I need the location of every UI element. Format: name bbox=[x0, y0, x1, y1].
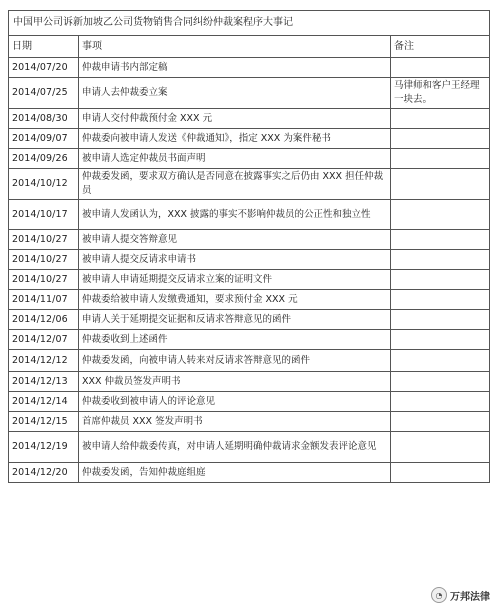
table-row bbox=[9, 290, 490, 310]
header-date: 日期 bbox=[9, 36, 79, 58]
row-note bbox=[391, 330, 490, 350]
row-date: 2014/09/07 bbox=[9, 129, 79, 149]
table-row bbox=[9, 129, 490, 149]
row-date: 2014/10/17 bbox=[9, 200, 79, 230]
row-date: 2014/12/12 bbox=[9, 350, 79, 372]
row-note bbox=[391, 290, 490, 310]
table-row bbox=[9, 392, 490, 412]
row-date: 2014/12/13 bbox=[9, 372, 79, 392]
row-item: 申请人关于延期提交证据和反请求答辩意见的函件 bbox=[79, 310, 391, 330]
table-row bbox=[9, 230, 490, 250]
table-row bbox=[9, 149, 490, 169]
row-item: 仲裁委向被申请人发送《仲裁通知》，指定 XXX 为案件秘书 bbox=[79, 129, 391, 149]
row-item: 被申请人给仲裁委传真，对申请人延期明确仲裁请求金额发表评论意见 bbox=[79, 432, 391, 463]
events-table bbox=[8, 10, 490, 483]
row-note bbox=[391, 129, 490, 149]
row-item: 仲裁委发函，向被申请人转来对反请求答辩意见的函件 bbox=[79, 350, 391, 372]
table-row bbox=[9, 200, 490, 230]
row-date: 2014/11/07 bbox=[9, 290, 79, 310]
row-item: 被申请人选定仲裁员书面声明 bbox=[79, 149, 391, 169]
row-date: 2014/12/14 bbox=[9, 392, 79, 412]
row-date: 2014/10/12 bbox=[9, 169, 79, 200]
row-item: 首席仲裁员 XXX 签发声明书 bbox=[79, 412, 391, 432]
row-date: 2014/12/15 bbox=[9, 412, 79, 432]
table-row bbox=[9, 372, 490, 392]
table-row bbox=[9, 270, 490, 290]
row-item: 被申请人提交反请求申请书 bbox=[79, 250, 391, 270]
row-note bbox=[391, 463, 490, 483]
row-date: 2014/07/25 bbox=[9, 78, 79, 109]
row-item: 申请人交付仲裁预付金 XXX 元 bbox=[79, 109, 391, 129]
row-item: 仲裁委发函，要求双方确认是否同意在披露事实之后仍由 XXX 担任仲裁员 bbox=[79, 169, 391, 200]
row-item: 被申请人申请延期提交反请求立案的证明文件 bbox=[79, 270, 391, 290]
row-date: 2014/12/07 bbox=[9, 330, 79, 350]
table-row bbox=[9, 330, 490, 350]
table-row bbox=[9, 109, 490, 129]
row-note bbox=[391, 372, 490, 392]
row-item: 仲裁申请书内部定稿 bbox=[79, 58, 391, 78]
header-item: 事项 bbox=[79, 36, 391, 58]
row-note bbox=[391, 270, 490, 290]
wechat-account-icon: ◔ bbox=[431, 587, 447, 603]
row-note: 马律师和客户王经理一块去。 bbox=[391, 78, 490, 109]
row-item: 申请人去仲裁委立案 bbox=[79, 78, 391, 109]
row-note bbox=[391, 109, 490, 129]
row-note bbox=[391, 58, 490, 78]
row-item: 仲裁委收到上述函件 bbox=[79, 330, 391, 350]
table-row bbox=[9, 169, 490, 200]
row-note bbox=[391, 432, 490, 463]
row-item: XXX 仲裁员签发声明书 bbox=[79, 372, 391, 392]
row-note bbox=[391, 200, 490, 230]
row-date: 2014/12/06 bbox=[9, 310, 79, 330]
row-note bbox=[391, 412, 490, 432]
row-date: 2014/10/27 bbox=[9, 230, 79, 250]
header-row bbox=[9, 36, 490, 58]
watermark-text: 万邦法律 bbox=[450, 591, 490, 603]
document-table-wrapper bbox=[8, 10, 491, 483]
document-title: 中国甲公司诉新加坡乙公司货物销售合同纠纷仲裁案程序大事记 bbox=[9, 11, 490, 36]
watermark bbox=[428, 586, 493, 604]
row-item: 仲裁委给被申请人发缴费通知，要求预付金 XXX 元 bbox=[79, 290, 391, 310]
table-row bbox=[9, 78, 490, 109]
row-date: 2014/08/30 bbox=[9, 109, 79, 129]
row-date: 2014/10/27 bbox=[9, 270, 79, 290]
table-row bbox=[9, 412, 490, 432]
table-row bbox=[9, 432, 490, 463]
header-note: 备注 bbox=[391, 36, 490, 58]
row-item: 被申请人提交答辩意见 bbox=[79, 230, 391, 250]
row-note bbox=[391, 350, 490, 372]
table-row bbox=[9, 310, 490, 330]
title-row bbox=[9, 11, 490, 36]
row-note bbox=[391, 250, 490, 270]
table-row bbox=[9, 250, 490, 270]
row-note bbox=[391, 392, 490, 412]
row-note bbox=[391, 230, 490, 250]
row-date: 2014/12/19 bbox=[9, 432, 79, 463]
row-note bbox=[391, 169, 490, 200]
row-date: 2014/09/26 bbox=[9, 149, 79, 169]
row-date: 2014/07/20 bbox=[9, 58, 79, 78]
row-item: 仲裁委收到被申请人的评论意见 bbox=[79, 392, 391, 412]
row-date: 2014/10/27 bbox=[9, 250, 79, 270]
row-note bbox=[391, 310, 490, 330]
table-row bbox=[9, 463, 490, 483]
row-note bbox=[391, 149, 490, 169]
table-row bbox=[9, 350, 490, 372]
table-row bbox=[9, 58, 490, 78]
row-item: 被申请人发函认为，XXX 披露的事实不影响仲裁员的公正性和独立性 bbox=[79, 200, 391, 230]
row-item: 仲裁委发函，告知仲裁庭组庭 bbox=[79, 463, 391, 483]
row-date: 2014/12/20 bbox=[9, 463, 79, 483]
